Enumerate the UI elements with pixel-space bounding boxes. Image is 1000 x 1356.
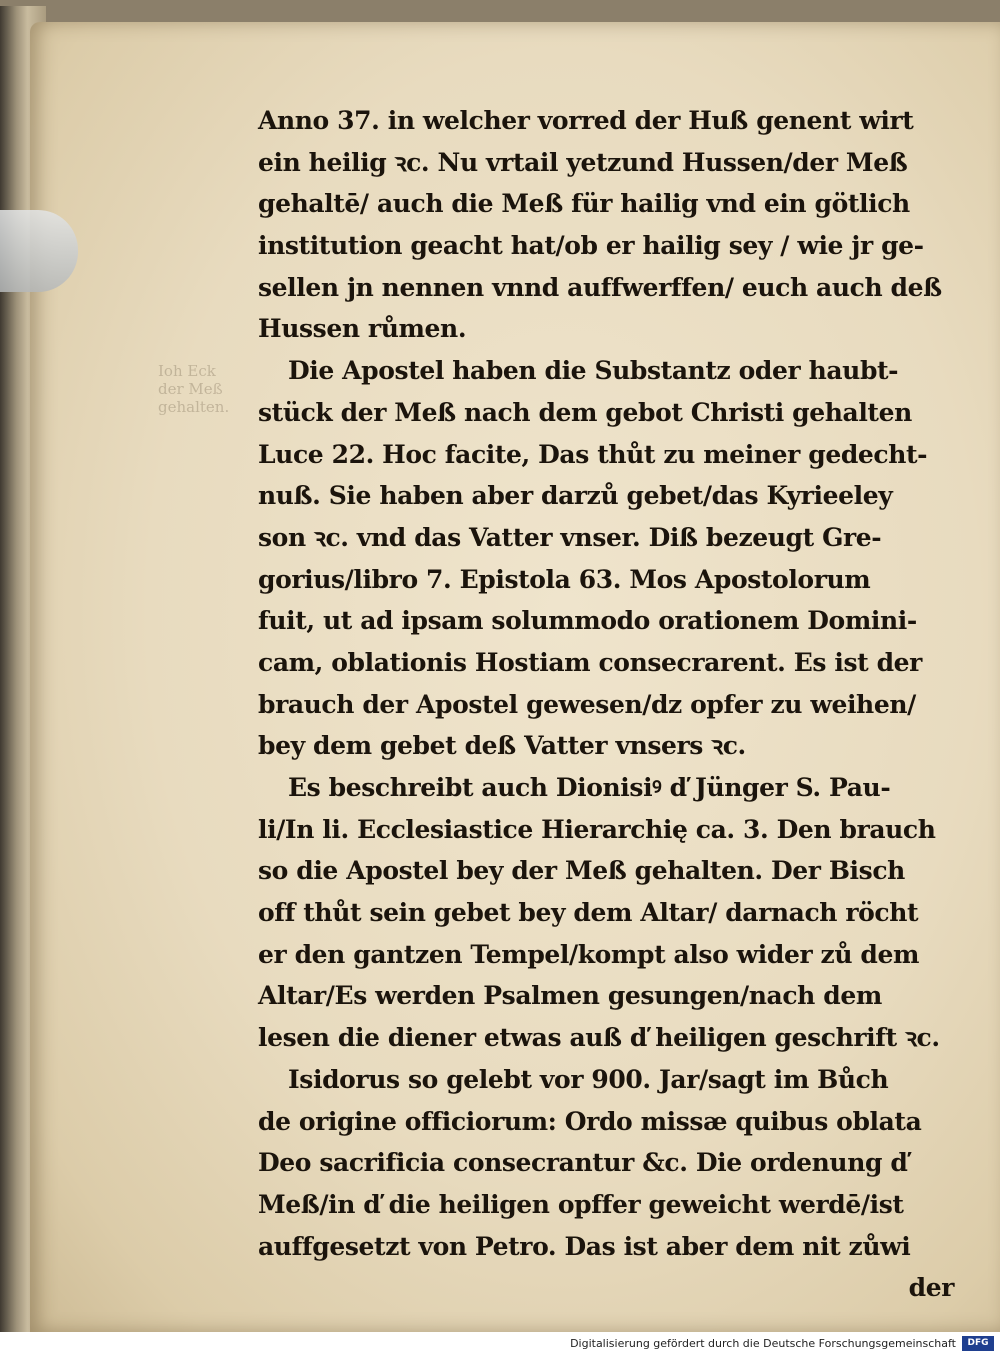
text-line: de origine officiorum: Ordo missæ quibus oblata (258, 1106, 922, 1136)
text-line: brauch der Apostel gewesen/dz opfer zu weihen/ (258, 689, 916, 719)
text-line: gorius/libro 7. Epistola 63. Mos Apostolorum (258, 564, 871, 594)
catchword: der (908, 1273, 954, 1303)
body-text (258, 100, 958, 1309)
text-line: cam, oblationis Hostiam consecrarent. Es ist der (258, 647, 922, 677)
dfg-logo-icon: DFG (962, 1336, 994, 1351)
text-line: Isidorus so gelebt vor 900. Jar/sagt im Bůch (288, 1064, 889, 1094)
text-line: Die Apostel haben die Substantz oder haubt- (288, 356, 899, 386)
text-line: fuit, ut ad ipsam solummodo orationem Domini- (258, 606, 917, 636)
bookmark-tab (0, 210, 78, 292)
text-line: Deo sacrificia consecrantur &c. Die ordenung ď (258, 1148, 908, 1178)
text-line: Luce 22. Hoc facite, Das thůt zu meiner gedecht- (258, 439, 928, 469)
text-line: li/In li. Ecclesiastice Hierarchię ca. 3. Den brauch (258, 814, 936, 844)
text-line: ein heilig ꝛc. Nu vrtail yetzund Hussen/der Meß (258, 147, 908, 177)
text-line: off thůt sein gebet bey dem Altar/ darnach röcht (258, 898, 919, 928)
text-line: institution geacht hat/ob er hailig sey / wie jr ge- (258, 231, 924, 261)
text-line: gehaltē/ auch die Meß für hailig vnd ein götlich (258, 189, 910, 219)
show-through-text: Ioh Eck der Meß gehalten. (158, 362, 230, 416)
text-line: nuß. Sie haben aber darzů gebet/das Kyrieeley (258, 481, 893, 511)
text-line: lesen die diener etwas auß ď heiligen geschrift ꝛc. (258, 1023, 940, 1053)
footer-bar (0, 1332, 1000, 1356)
text-line: Altar/Es werden Psalmen gesungen/nach dem (258, 981, 882, 1011)
text-line: Hussen růmen. (258, 314, 467, 344)
text-line: Meß/in ď die heiligen opffer geweicht werdē/ist (258, 1189, 904, 1219)
text-line: Es beschreibt auch Dionisiꝰ ď Jünger S. Pau- (288, 773, 891, 802)
text-line: son ꝛc. vnd das Vatter vnser. Diß bezeugt Gre- (258, 522, 882, 552)
text-line: bey dem gebet deß Vatter vnsers ꝛc. (258, 731, 746, 761)
text-line: stück der Meß nach dem gebot Christi gehalten (258, 397, 912, 427)
text-line: er den gantzen Tempel/kompt also wider zů dem (258, 939, 920, 969)
funding-notice: Digitalisierung gefördert durch die Deutsche Forschungsgemeinschaft (570, 1337, 956, 1350)
text-line: Anno 37. in welcher vorred der Huß genent wirt (258, 106, 914, 135)
text-line: so die Apostel bey der Meß gehalten. Der Bisch (258, 856, 905, 886)
text-line: auffgesetzt von Petro. Das ist aber dem nit zůwi (258, 1231, 911, 1261)
text-line: sellen jn nennen vnnd auffwerffen/ euch auch deß (258, 272, 942, 302)
